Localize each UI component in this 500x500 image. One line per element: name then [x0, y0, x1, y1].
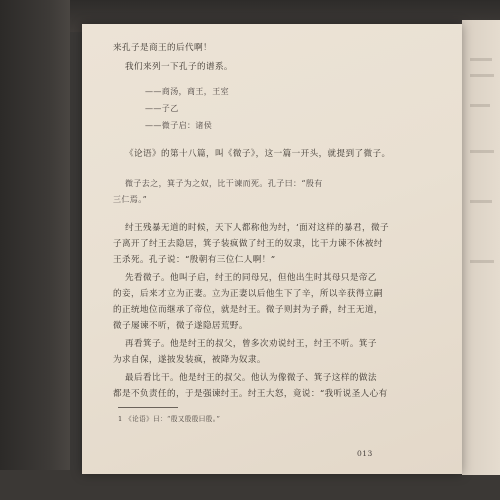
body-text-line: 的正统地位而继承了帝位，就是纣王。微子则封为子爵，纣王无道，	[113, 305, 383, 315]
body-text-line: 为求自保，遂披发装疯，被降为奴隶。	[113, 355, 266, 365]
photo-background-left	[0, 0, 70, 500]
body-text-line: 都是不负责任的，于是强谏纣王。纣王大怒，竟说：“我听说圣人心有	[113, 389, 388, 399]
lineage-entry: ——微子启：诸侯	[145, 121, 213, 130]
page-number: 013	[357, 449, 373, 458]
body-text-line: 子离开了纣王去隐居，箕子装疯做了纣王的奴隶，比干力谏不休被纣	[113, 239, 383, 249]
facing-page-text	[470, 58, 492, 61]
facing-page-text	[470, 260, 494, 263]
facing-page-text	[470, 150, 494, 153]
body-text-line: 我们来列一下孔子的谱系。	[125, 62, 233, 72]
photo-background-bottom	[0, 470, 500, 500]
body-text-line: 王杀死。孔子说：“殷朝有三位仁人啊！”	[113, 255, 276, 265]
body-text-line: 的妾，后来才立为正妻。立为正妻以后他生下了辛，所以辛获得立嗣	[113, 289, 383, 299]
lineage-entry: ——商汤，商王，王室	[145, 87, 229, 96]
body-text-line: 再看箕子。他是纣王的叔父，曾多次劝说纣王，纣王不听。箕子	[125, 339, 377, 349]
lineage-entry: ——子乙	[145, 104, 179, 113]
footnote: 1 《论语》曰：“殷又殷殷曰殷。”	[118, 415, 221, 423]
body-text-line: 来孔子是商王的后代啊！	[113, 43, 212, 53]
body-text-line: 纣王残暴无道的时候，天下人都称他为纣，‘面对这样的暴君，微子	[125, 223, 389, 233]
body-text-line: 最后看比干。他是纣王的叔父。他认为像微子、箕子这样的做法	[125, 373, 377, 383]
body-text-line: 微子屡谏不听，微子遂隐居荒野。	[113, 321, 248, 331]
facing-page-edge	[462, 20, 500, 475]
facing-page-text	[470, 200, 492, 203]
footnote-separator	[118, 407, 178, 408]
quotation-line: 微子去之，箕子为之奴，比干谏而死。孔子曰：“殷有	[125, 179, 323, 188]
quotation-line: 三仁焉。”	[113, 195, 148, 204]
body-text-line: 《论语》的第十八篇，叫《微子》，这一篇一开头，就提到了微子。	[125, 149, 391, 159]
facing-page-text	[470, 104, 490, 107]
body-text-line: 先看微子。他叫子启，纣王的同母兄，但他出生时其母只是帝乙	[125, 273, 377, 283]
facing-page-text	[470, 74, 494, 77]
